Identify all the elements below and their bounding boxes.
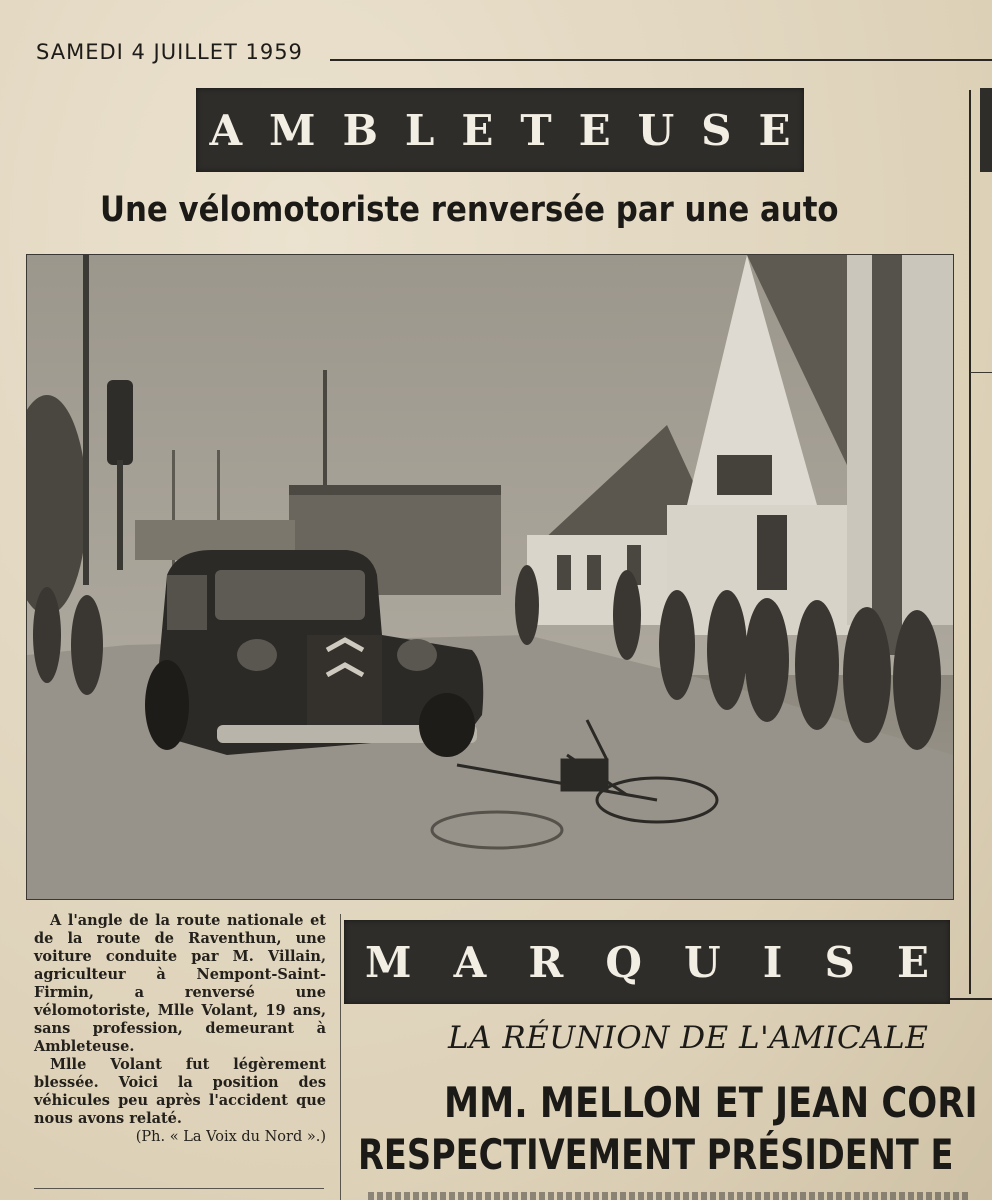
- article-headline: Une vélomotoriste renversée par une auto: [100, 190, 839, 230]
- caption-paragraph: Mlle Volant fut légèrement blessée. Voici la position des véhicules peu après l'accident que nous avons relaté.: [34, 1056, 326, 1127]
- photo-caption: [34, 912, 326, 1146]
- banner-letter: B: [342, 105, 378, 155]
- banner-letter: E: [461, 105, 494, 155]
- banner-letter: U: [637, 105, 675, 155]
- banner-letter: I: [762, 937, 783, 987]
- banner-letter: Q: [605, 937, 642, 987]
- banner-letter: R: [528, 937, 564, 987]
- banner-letter: T: [520, 105, 552, 155]
- column-rule: [34, 1188, 324, 1189]
- section-banner-ambleteuse: [196, 88, 804, 172]
- banner-letter: E: [758, 105, 791, 155]
- banner-letter: E: [578, 105, 611, 155]
- banner-letter: A: [209, 105, 243, 155]
- column-rule: [969, 90, 971, 994]
- article-headline: MM. MELLON ET JEAN CORI: [444, 1078, 978, 1127]
- page-date: SAMEDI 4 JUILLET 1959: [36, 40, 303, 64]
- banner-letter: U: [684, 937, 721, 987]
- banner-letter: E: [896, 937, 929, 987]
- column-rule: [944, 998, 992, 1000]
- photo-credit: (Ph. « La Voix du Nord ».): [135, 1129, 326, 1145]
- banner-letter: M: [269, 105, 316, 155]
- banner-letter: A: [453, 937, 487, 987]
- accident-photo: [26, 254, 954, 900]
- banner-letter: M: [365, 937, 412, 987]
- section-banner-marquise: [344, 920, 950, 1004]
- date-rule: [330, 59, 992, 61]
- article-headline: RESPECTIVEMENT PRÉSIDENT E: [358, 1130, 954, 1179]
- column-rule: [340, 914, 341, 1200]
- article-kicker: LA RÉUNION DE L'AMICALE: [448, 1020, 929, 1056]
- cropped-body-text: [368, 1192, 968, 1200]
- column-rule: [970, 372, 992, 373]
- adjacent-banner-fragment: [980, 88, 992, 172]
- caption-paragraph: A l'angle de la route nationale et de la route de Raventhun, une voiture conduite par M. Villain, agriculteur à Nempont-Saint-Firmin, a renversé une vélomotoriste, Mlle Volant, 19 ans, sans profession, demeurant à Ambleteuse.: [34, 912, 326, 1055]
- accident-scene-illustration: [27, 255, 953, 899]
- banner-letter: S: [824, 937, 855, 987]
- banner-letter: S: [701, 105, 732, 155]
- banner-letter: L: [404, 105, 435, 155]
